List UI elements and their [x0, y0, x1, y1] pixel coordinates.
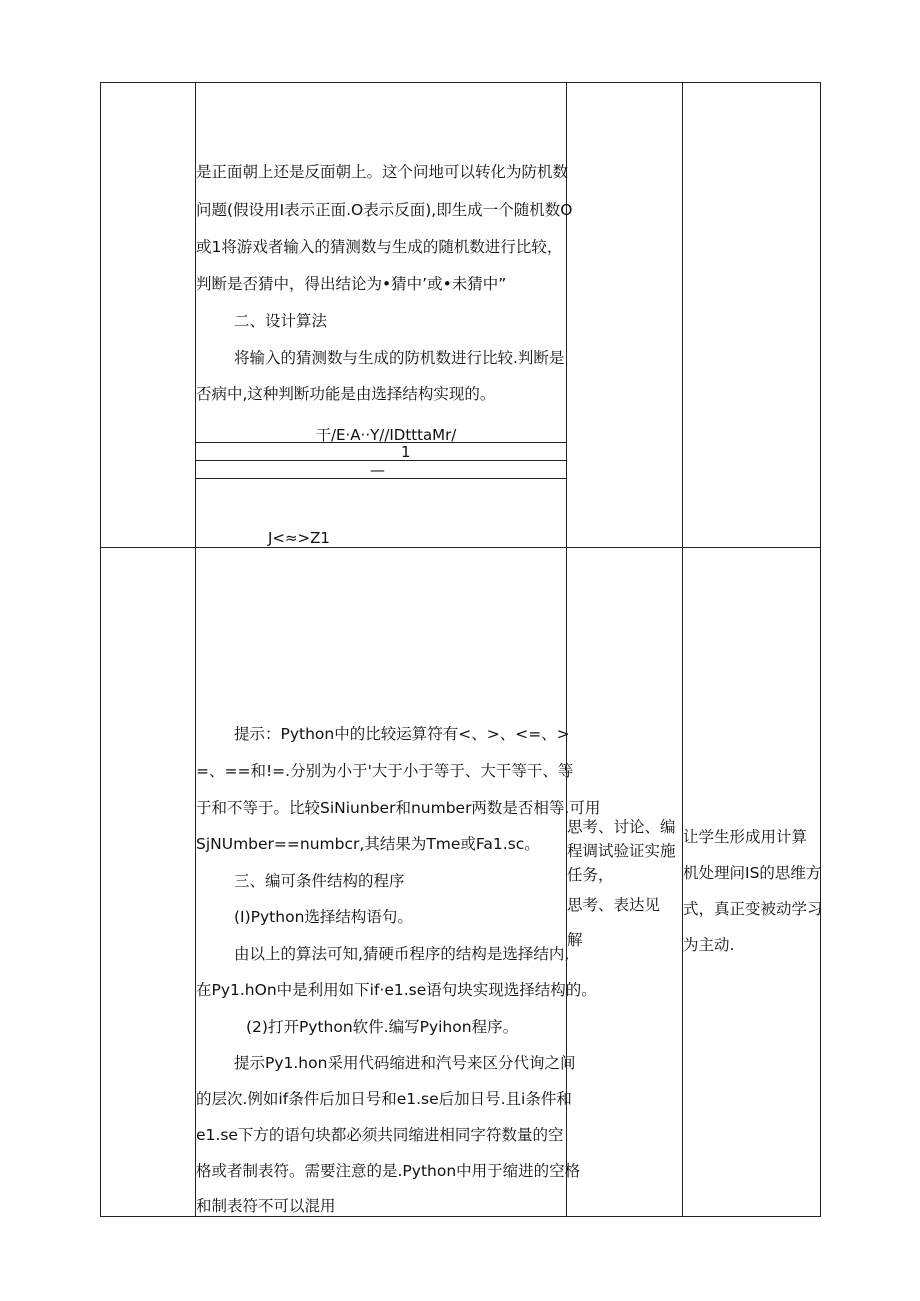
- table-border-left: [100, 82, 101, 1217]
- row2-text-line: 由以上的算法可知,猜硬币程序的结构是选择结内,: [234, 945, 570, 963]
- student-activity-line: 思考、表达见: [567, 896, 661, 914]
- row1-text-line: 否病中,这种判断功能是由选择结构实现的。: [196, 385, 496, 403]
- row2-text-line: 在Py1.hOn中是利用如下if·e1.se语句块实现选择结构的。: [196, 981, 597, 999]
- figure-caption: 干/E·A··Y//IDtttaMr/: [316, 426, 457, 444]
- table-border-top: [100, 82, 820, 83]
- table-row-divider: [100, 547, 820, 548]
- figure-line: [196, 442, 566, 443]
- table-divider-col2: [566, 82, 567, 1217]
- section-heading-design-algorithm: 二、设计算法: [234, 312, 328, 330]
- row2-text-line: (2)打开Python软件.编写Pyihon程序。: [246, 1018, 519, 1036]
- row2-text-line: 格或者制表符。需要注意的是.Python中用于缩进的空格: [196, 1162, 581, 1180]
- table-border-right: [820, 82, 821, 1217]
- student-activity-line: 任务，: [567, 866, 614, 884]
- section-heading-write-program: 三、编可条件结构的程序: [234, 872, 405, 890]
- row2-text-line: 提示Py1.hon采用代码缩进和汽号来区分代询之间: [234, 1054, 576, 1072]
- row2-text-line: e1.se下方的语句块都必须共同缩进相同字符数量的空: [196, 1126, 564, 1144]
- table-divider-col3: [682, 82, 683, 1217]
- row1-text-line: 判断是否猜中，得出结论为•猜中’或•未猜中”: [196, 275, 507, 293]
- row2-text-line: =、==和!=.分别为小于'大于小于等于、大干等干、等: [196, 762, 574, 780]
- figure-dash: —: [370, 461, 385, 479]
- row1-text-line: 问题(假设用I表示正面.O表示反面),即生成一个随机数O: [196, 201, 573, 219]
- row1-text-line: 或1将游戏者输入的猜测数与生成的随机数进行比较，: [196, 238, 563, 256]
- row2-text-line: SjNUmber==numbcr,其结果为Tme或Fa1.sc。: [196, 835, 540, 853]
- row2-text-line: 和制表符不可以混用: [196, 1197, 336, 1215]
- row2-text-line: (I)Python选择结构语句。: [234, 908, 413, 926]
- figure-line: [196, 478, 566, 479]
- row2-text-line: 提示：Python中的比较运算符有<、>、<=、>: [234, 725, 570, 743]
- row1-text-line: 将输入的猜测数与生成的防机数进行比较.判断是: [234, 349, 565, 367]
- row2-text-line: 的层次.例如if条件后加日号和e1.se后加日号.且i条件和: [196, 1090, 572, 1108]
- student-activity-line: 程调试验证实施: [567, 842, 676, 860]
- row1-text-line: 是正面朝上还是反面朝上。这个问地可以转化为防机数: [196, 163, 569, 181]
- design-intent-line: 为主动.: [683, 936, 735, 954]
- design-intent-line: 式，真正变被动学习: [683, 900, 823, 918]
- design-intent-line: 让学生形成用计算: [683, 828, 808, 846]
- table-border-bottom: [100, 1216, 820, 1217]
- figure-bottom-label: J<≈>Z1: [268, 529, 330, 547]
- figure-label-one: 1: [401, 443, 411, 461]
- design-intent-line: 机处理问IS的思维方: [683, 864, 822, 882]
- row2-text-line: 于和不等于。比较SiNiunber和number两数是否相等.可用: [196, 799, 601, 817]
- student-activity-line: 解: [567, 931, 583, 949]
- student-activity-line: 思考、讨论、编: [567, 818, 676, 836]
